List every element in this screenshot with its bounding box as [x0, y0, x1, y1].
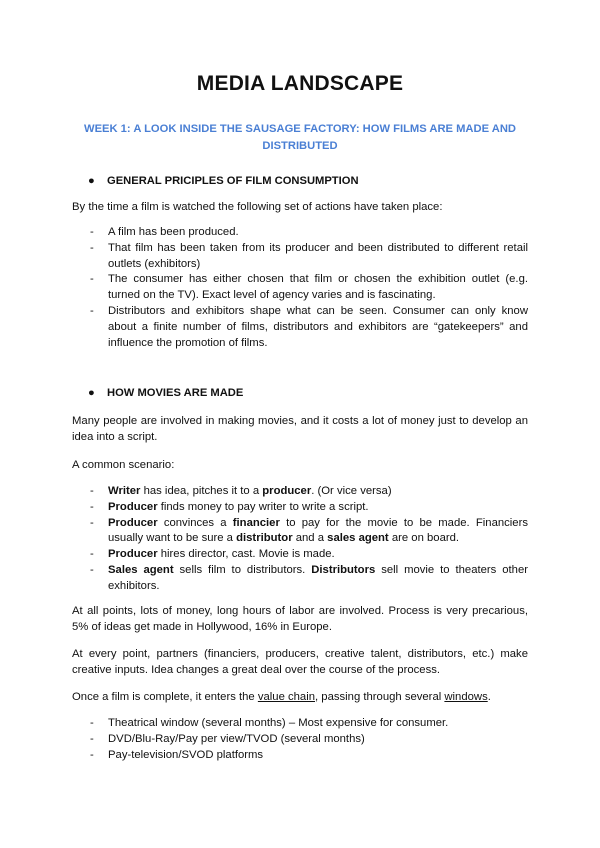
dash-icon: - — [90, 500, 94, 513]
bullet-icon: ● — [88, 175, 95, 187]
dash-icon: - — [90, 273, 94, 286]
dash-icon: - — [90, 732, 94, 745]
paragraph-common-scenario: A common scenario: — [72, 459, 175, 471]
scenario-list — [72, 484, 528, 595]
intro-paragraph: By the time a film is watched the following set of actions have taken place: — [72, 201, 443, 213]
dash-icon: - — [90, 548, 94, 561]
list-item: - DVD/Blu-Ray/Pay per view/TVOD (several months) — [72, 732, 528, 748]
bullet-icon: ● — [88, 387, 95, 399]
consumption-list — [72, 225, 528, 351]
paragraph-people-involved: Many people are involved in making movies, and it costs a lot of money just to develop an idea into a script. — [72, 415, 528, 443]
list-item: - A film has been produced. — [72, 225, 528, 241]
dash-icon: - — [90, 563, 94, 576]
list-item: - That film has been taken from its producer and been distributed to different retail outlets (exhibitors) — [90, 241, 528, 270]
list-item: - The consumer has either chosen that film or chosen the exhibition outlet (e.g. turned on the TV). Exact level of agency varies and is fascinating. — [90, 273, 528, 302]
paragraph-value-chain: Once a film is complete, it enters the value chain, passing through several windows. — [72, 691, 491, 703]
dash-icon: - — [90, 516, 94, 529]
dash-icon: - — [90, 717, 94, 729]
dash-icon: - — [90, 226, 94, 238]
list-item: - Writer has idea, pitches it to a producer. (Or vice versa) — [72, 484, 528, 500]
dash-icon: - — [90, 748, 94, 761]
list-item: - Producer convinces a financier to pay for the movie to be made. Financiers usually want to be sure a distributor and a sales agent are on board. — [90, 516, 528, 545]
section-heading-consumption — [88, 175, 359, 187]
value-chain-term: value chain — [257, 691, 316, 703]
windows-list — [72, 716, 528, 763]
dash-icon: - — [90, 485, 94, 497]
section-heading-text: GENERAL PRICIPLES OF FILM CONSUMPTION — [107, 175, 359, 187]
list-item: - Theatrical window (several months) – Most expensive for consumer. — [72, 716, 528, 732]
section-heading-text: HOW MOVIES ARE MADE — [107, 387, 244, 399]
windows-term: windows — [444, 691, 488, 703]
paragraph-partners: At every point, partners (financiers, producers, creative talent, distributors, etc.) make creative inputs. Idea changes a great deal over the course of the process. — [72, 648, 528, 676]
week-subtitle: WEEK 1: A LOOK INSIDE THE SAUSAGE FACTORY: HOW FILMS ARE MADE AND DISTRIBUTED — [84, 123, 516, 152]
paragraph-money-labor: At all points, lots of money, long hours of labor are involved. Process is very precarious, 5% of ideas get made in Hollywood, 16% in Europe. — [72, 605, 528, 633]
list-item: - Producer hires director, cast. Movie is made. — [72, 547, 528, 563]
document-title: MEDIA LANDSCAPE — [196, 72, 404, 95]
dash-icon: - — [90, 241, 94, 254]
list-item: - Distributors and exhibitors shape what can be seen. Consumer can only know about a finite number of films, distributors and exhibitors are “gatekeepers” and influence the promotion of films. — [90, 304, 528, 349]
list-item: - Pay-television/SVOD platforms — [72, 748, 528, 764]
dash-icon: - — [90, 304, 94, 317]
section-heading-how-movies — [88, 387, 243, 399]
list-item: - Producer finds money to pay writer to write a script. — [72, 500, 528, 516]
list-item: - Sales agent sells film to distributors. Distributors sell movie to theaters other exhibitors. — [90, 563, 528, 592]
